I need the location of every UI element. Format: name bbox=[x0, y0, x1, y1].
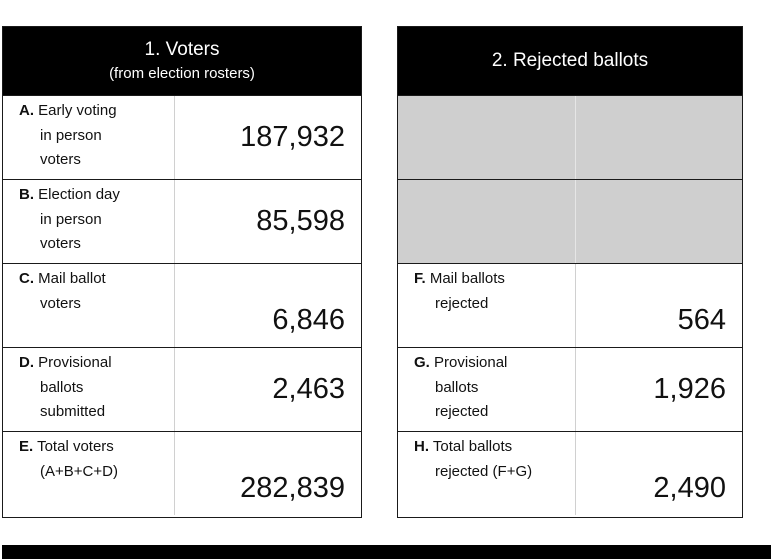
row-label bbox=[3, 180, 175, 263]
row-letter: D. bbox=[19, 354, 34, 371]
row-value: 2,490 bbox=[653, 472, 726, 504]
voters-title: 1. Voters bbox=[144, 39, 220, 60]
row-label-line2: voters bbox=[40, 294, 81, 312]
rejected-row-h bbox=[398, 431, 742, 515]
row-letter: A. bbox=[19, 102, 34, 119]
row-value: 2,463 bbox=[272, 373, 345, 405]
rejected-row-blank-2 bbox=[398, 179, 742, 263]
row-letter: E. bbox=[19, 438, 34, 455]
row-label-line1: Election day bbox=[38, 186, 120, 203]
row-label-line1: Provisional bbox=[434, 354, 508, 371]
row-label-line1: Provisional bbox=[38, 354, 112, 371]
row-letter: H. bbox=[414, 438, 429, 455]
row-value: 85,598 bbox=[256, 205, 345, 237]
row-label bbox=[398, 432, 576, 515]
voters-row-a bbox=[3, 95, 361, 179]
row-label-line3: voters bbox=[40, 235, 81, 252]
row-label bbox=[398, 348, 576, 431]
row-label-line2: (A+B+C+D) bbox=[40, 462, 118, 480]
blank-cell bbox=[576, 96, 742, 179]
row-letter: G. bbox=[414, 354, 430, 371]
row-label-line2: ballots bbox=[435, 378, 479, 396]
row-label-line1: Mail ballot bbox=[38, 270, 106, 287]
row-label-line3: submitted bbox=[40, 403, 106, 420]
rejected-header bbox=[398, 27, 742, 95]
row-label-line1: Mail ballots bbox=[429, 270, 505, 287]
row-label-line3: voters bbox=[40, 151, 81, 168]
row-label bbox=[3, 348, 175, 431]
rejected-row-blank-1 bbox=[398, 95, 742, 179]
rejected-row-g bbox=[398, 347, 742, 431]
row-value: 282,839 bbox=[240, 472, 345, 504]
rejected-title: 2. Rejected ballots bbox=[491, 50, 649, 71]
row-label bbox=[3, 432, 175, 515]
voters-row-e bbox=[3, 431, 361, 515]
row-label-line2: rejected bbox=[435, 294, 489, 312]
row-label-line1: Early voting bbox=[38, 102, 117, 119]
voters-row-d bbox=[3, 347, 361, 431]
row-label-line1: Total ballots bbox=[432, 438, 513, 455]
row-letter: B. bbox=[19, 186, 34, 203]
row-letter: C. bbox=[19, 270, 34, 287]
row-label-line2: rejected (F+G) bbox=[435, 462, 533, 480]
row-label-line2: ballots bbox=[40, 378, 84, 396]
voters-panel bbox=[2, 26, 362, 518]
voters-subtitle: (from election rosters) bbox=[109, 65, 255, 82]
blank-cell bbox=[576, 180, 742, 263]
row-label bbox=[3, 264, 175, 347]
row-label-line2: in person bbox=[40, 126, 102, 144]
rejected-panel bbox=[397, 26, 743, 518]
voters-row-c bbox=[3, 263, 361, 347]
row-label bbox=[398, 264, 576, 347]
row-value: 1,926 bbox=[653, 373, 726, 405]
row-label-line3: rejected bbox=[435, 403, 489, 420]
row-value: 6,846 bbox=[272, 304, 345, 336]
rejected-row-f bbox=[398, 263, 742, 347]
row-value: 187,932 bbox=[240, 121, 345, 153]
row-label-line2: in person bbox=[40, 210, 102, 228]
blank-cell bbox=[398, 96, 576, 179]
row-label bbox=[3, 96, 175, 179]
row-letter: F. bbox=[414, 270, 426, 287]
row-label-line1: Total voters bbox=[37, 438, 114, 455]
voters-header bbox=[3, 27, 361, 95]
voters-row-b bbox=[3, 179, 361, 263]
row-value: 564 bbox=[677, 304, 726, 336]
blank-cell bbox=[398, 180, 576, 263]
